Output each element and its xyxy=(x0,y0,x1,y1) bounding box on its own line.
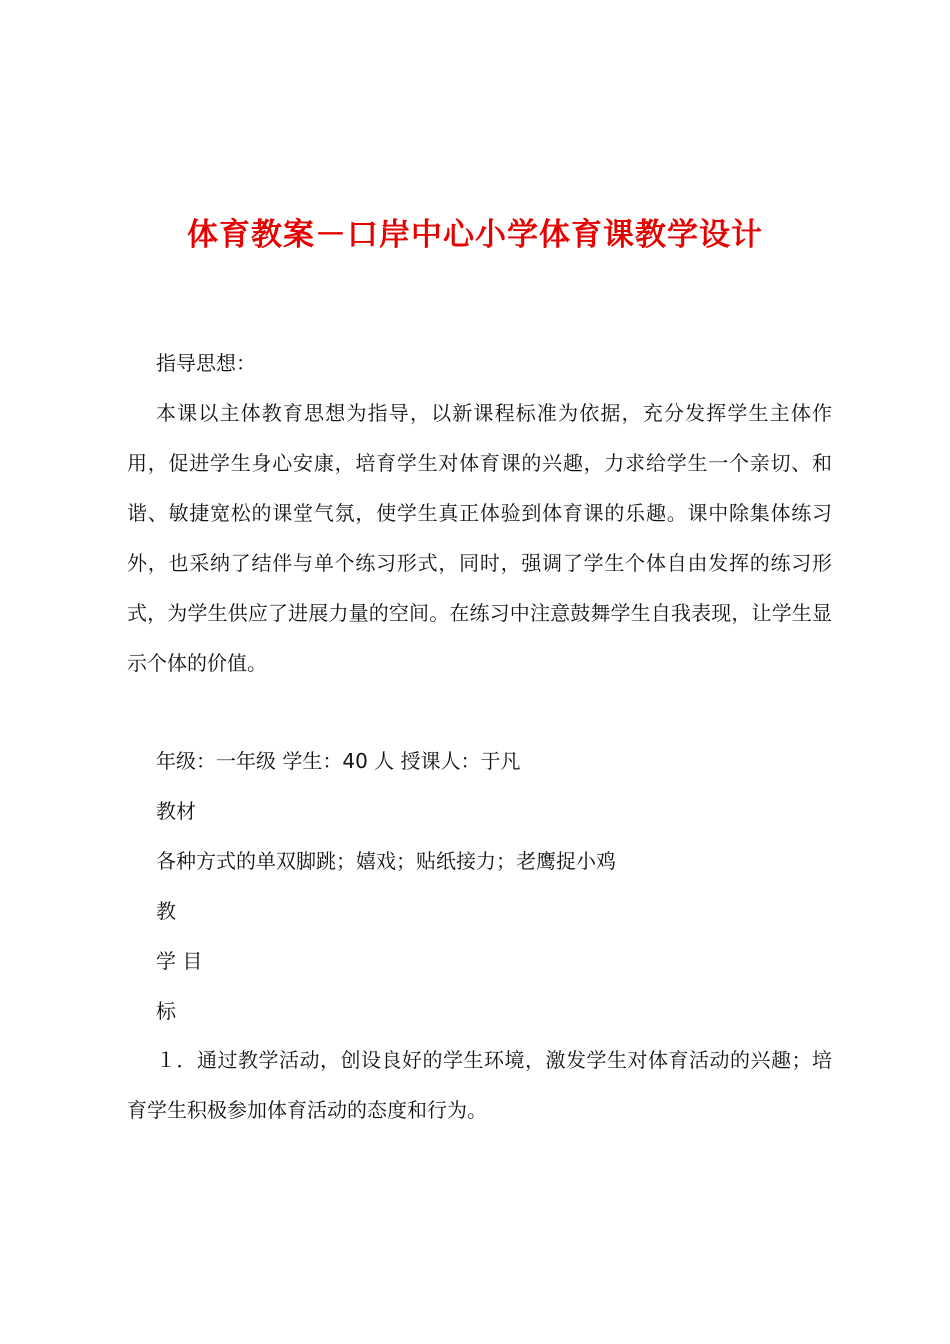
document-title: 体育教案－口岸中心小学体育课教学设计 xyxy=(187,217,763,253)
class-info: 年级：一年级 学生：40 人 授课人：于凡 xyxy=(156,749,521,773)
objectives-section xyxy=(127,1035,832,1135)
materials-label: 教材 xyxy=(156,799,196,823)
materials-text: 各种方式的单双脚跳；嬉戏；贴纸接力；老鹰捉小鸡 xyxy=(156,849,616,873)
objectives-label-1: 教 xyxy=(156,899,176,923)
objectives-label-3: 标 xyxy=(156,999,176,1023)
guiding-paragraph: 本课以主体教育思想为指导，以新课程标准为依据，充分发挥学生主体作用，促进学生身心安康，培育学生对体育课的兴趣，力求给学生一个亲切、和谐、敏捷宽松的课堂气氛，使学生真正体验到体育课的乐趣。课中除集体练习外，也采纳了结伴与单个练习形式，同时，强调了学生个体自由发挥的练习形式，为学生供应了进展力量的空间。在练习中注意鼓舞学生自我表现，让学生显示个体的价值。 xyxy=(127,401,832,675)
guiding-heading: 指导思想： xyxy=(156,351,256,375)
objectives-label-2: 学 目 xyxy=(156,949,203,973)
objective-item-1: １．通过教学活动，创设良好的学生环境，激发学生对体育活动的兴趣；培育学生积极参加体育活动的态度和行为。 xyxy=(127,1048,832,1122)
guiding-section xyxy=(127,388,832,688)
